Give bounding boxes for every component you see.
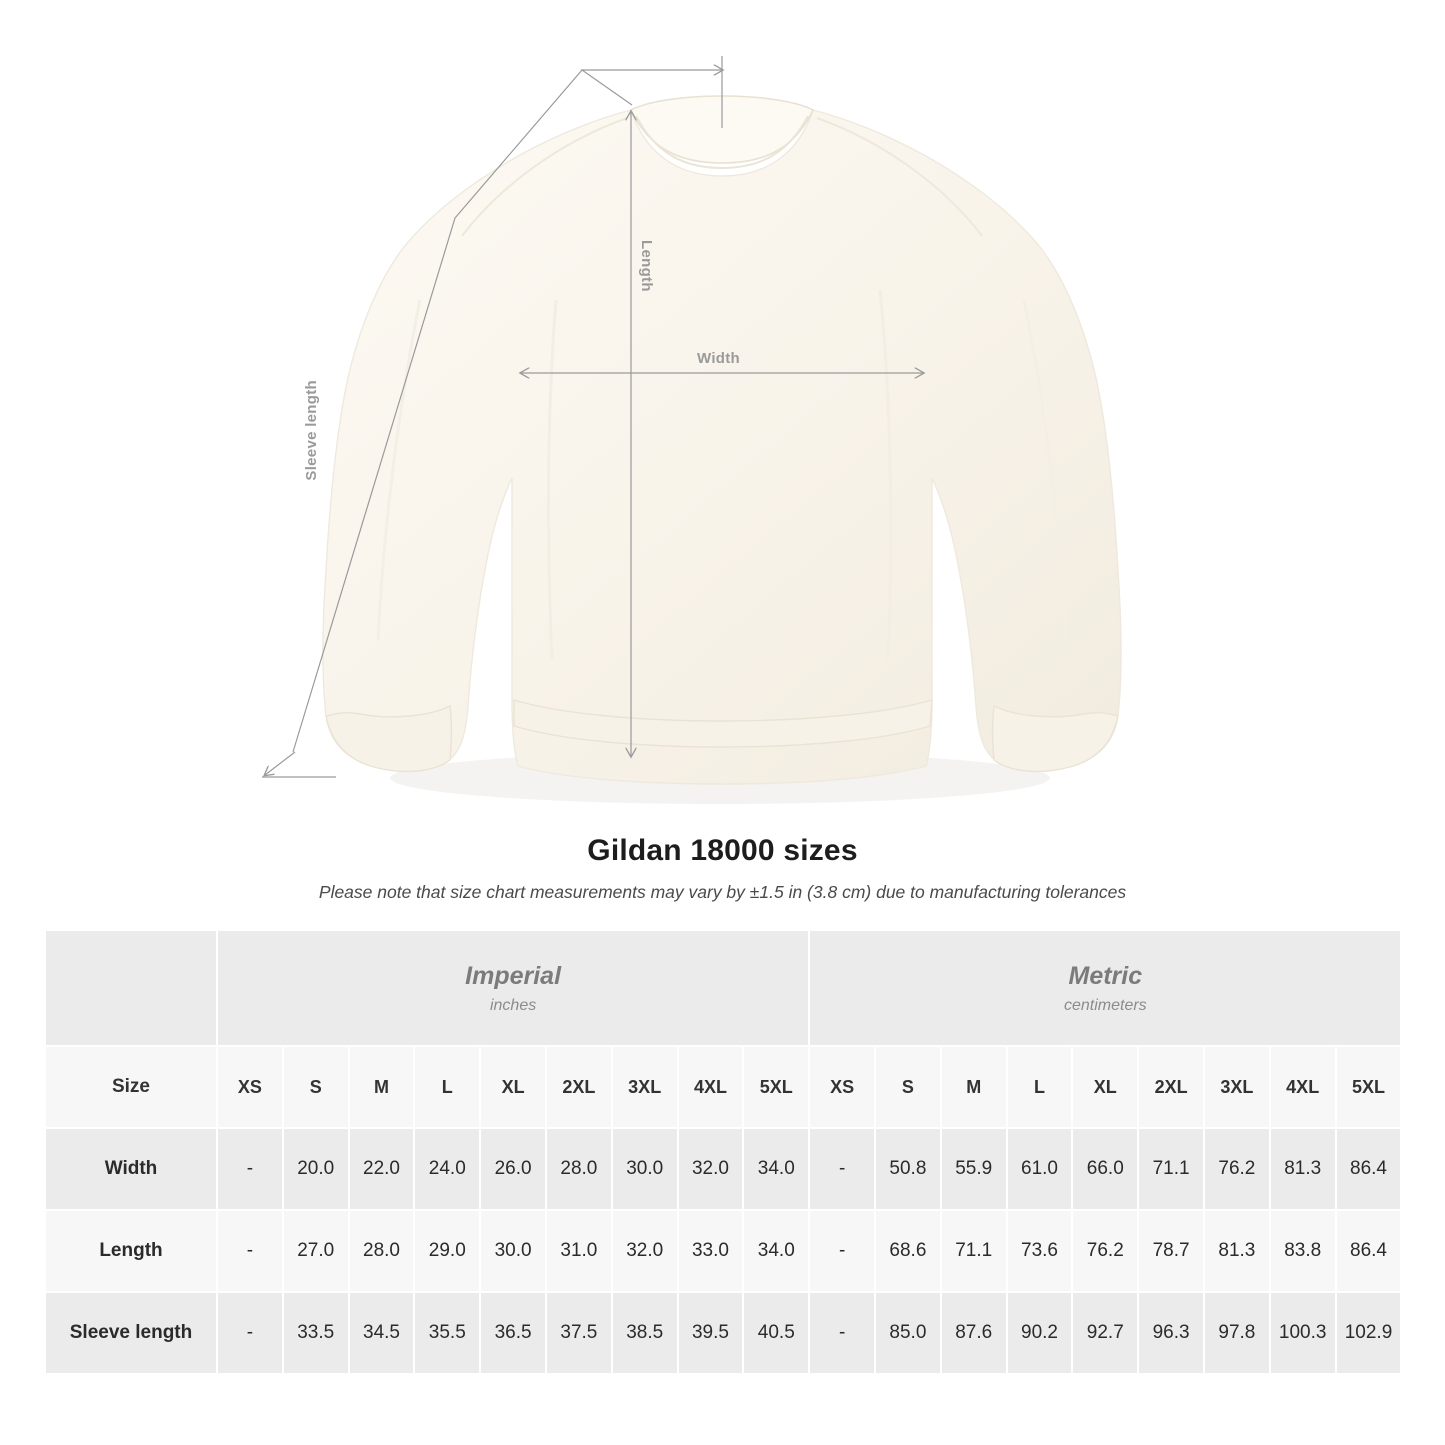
cell-width-metric-4xl: 81.3 (1270, 1128, 1336, 1210)
cell-sleeve-metric-s: 85.0 (875, 1292, 941, 1374)
metric-unit-name: Metric (1068, 962, 1143, 990)
length-dimension-label: Length (638, 240, 655, 292)
size-col-imperial-s: S (283, 1046, 349, 1128)
imperial-unit-header (217, 930, 809, 1046)
cell-width-metric-s: 50.8 (875, 1128, 941, 1210)
row-label-width: Width (45, 1128, 217, 1210)
cell-width-metric-xl: 66.0 (1072, 1128, 1138, 1210)
imperial-unit-name: Imperial (465, 962, 562, 990)
cell-width-imperial-m: 22.0 (349, 1128, 415, 1210)
table-row (45, 1292, 1401, 1374)
metric-unit-sub: centimeters (1063, 997, 1147, 1014)
size-col-imperial-xs: XS (217, 1046, 283, 1128)
cell-length-imperial-xs: - (217, 1210, 283, 1292)
cell-sleeve-imperial-4xl: 39.5 (678, 1292, 744, 1374)
table-row (45, 1128, 1401, 1210)
cell-sleeve-metric-l: 90.2 (1007, 1292, 1073, 1374)
cell-sleeve-metric-3xl: 97.8 (1204, 1292, 1270, 1374)
cell-length-metric-l: 73.6 (1007, 1210, 1073, 1292)
cell-length-imperial-m: 28.0 (349, 1210, 415, 1292)
size-col-imperial-3xl: 3XL (612, 1046, 678, 1128)
size-col-metric-xl: XL (1072, 1046, 1138, 1128)
cell-length-metric-s: 68.6 (875, 1210, 941, 1292)
cell-length-metric-xs: - (809, 1210, 875, 1292)
cell-length-metric-3xl: 81.3 (1204, 1210, 1270, 1292)
cell-length-imperial-s: 27.0 (283, 1210, 349, 1292)
size-col-metric-5xl: 5XL (1336, 1046, 1402, 1128)
page-title: Gildan 18000 sizes (587, 834, 858, 867)
size-col-metric-3xl: 3XL (1204, 1046, 1270, 1128)
size-table-wrapper (44, 929, 1401, 1375)
cell-width-imperial-3xl: 30.0 (612, 1128, 678, 1210)
cell-length-imperial-l: 29.0 (414, 1210, 480, 1292)
cell-length-imperial-3xl: 32.0 (612, 1210, 678, 1292)
cell-width-metric-2xl: 71.1 (1138, 1128, 1204, 1210)
cell-width-metric-l: 61.0 (1007, 1128, 1073, 1210)
size-col-imperial-l: L (414, 1046, 480, 1128)
cell-sleeve-metric-xs: - (809, 1292, 875, 1374)
cell-sleeve-imperial-m: 34.5 (349, 1292, 415, 1374)
cell-sleeve-imperial-xs: - (217, 1292, 283, 1374)
title-block (0, 834, 1445, 903)
cell-sleeve-imperial-s: 33.5 (283, 1292, 349, 1374)
cell-length-metric-5xl: 86.4 (1336, 1210, 1402, 1292)
cell-width-imperial-xl: 26.0 (480, 1128, 546, 1210)
cell-sleeve-metric-4xl: 100.3 (1270, 1292, 1336, 1374)
cell-sleeve-metric-2xl: 96.3 (1138, 1292, 1204, 1374)
cell-width-imperial-s: 20.0 (283, 1128, 349, 1210)
row-label-sleeve-length: Sleeve length (45, 1292, 217, 1374)
cell-sleeve-imperial-l: 35.5 (414, 1292, 480, 1374)
cell-width-metric-xs: - (809, 1128, 875, 1210)
cell-sleeve-imperial-3xl: 38.5 (612, 1292, 678, 1374)
size-col-metric-xs: XS (809, 1046, 875, 1128)
size-table (44, 929, 1402, 1375)
cell-width-imperial-5xl: 34.0 (743, 1128, 809, 1210)
size-header-label: Size (45, 1046, 217, 1128)
size-header-row (45, 1046, 1401, 1128)
cell-length-metric-2xl: 78.7 (1138, 1210, 1204, 1292)
cell-sleeve-imperial-xl: 36.5 (480, 1292, 546, 1374)
metric-unit-header (809, 930, 1401, 1046)
cell-width-metric-3xl: 76.2 (1204, 1128, 1270, 1210)
cell-width-metric-5xl: 86.4 (1336, 1128, 1402, 1210)
size-col-imperial-4xl: 4XL (678, 1046, 744, 1128)
size-col-metric-4xl: 4XL (1270, 1046, 1336, 1128)
cell-width-imperial-l: 24.0 (414, 1128, 480, 1210)
table-row (45, 1210, 1401, 1292)
cell-length-metric-4xl: 83.8 (1270, 1210, 1336, 1292)
size-col-metric-m: M (941, 1046, 1007, 1128)
size-col-imperial-m: M (349, 1046, 415, 1128)
cell-length-metric-xl: 76.2 (1072, 1210, 1138, 1292)
unit-header-spacer (45, 930, 217, 1046)
sleeve-length-dimension-label: Sleeve length (303, 380, 320, 481)
imperial-unit-sub: inches (489, 997, 537, 1014)
cell-sleeve-metric-xl: 92.7 (1072, 1292, 1138, 1374)
width-dimension-label: Width (697, 350, 741, 367)
cell-sleeve-imperial-5xl: 40.5 (743, 1292, 809, 1374)
size-col-metric-l: L (1007, 1046, 1073, 1128)
cell-length-metric-m: 71.1 (941, 1210, 1007, 1292)
cell-width-imperial-xs: - (217, 1128, 283, 1210)
size-col-imperial-xl: XL (480, 1046, 546, 1128)
size-col-imperial-2xl: 2XL (546, 1046, 612, 1128)
cell-width-imperial-2xl: 28.0 (546, 1128, 612, 1210)
cell-sleeve-imperial-2xl: 37.5 (546, 1292, 612, 1374)
cell-width-imperial-4xl: 32.0 (678, 1128, 744, 1210)
size-col-imperial-5xl: 5XL (743, 1046, 809, 1128)
cell-length-imperial-2xl: 31.0 (546, 1210, 612, 1292)
size-col-metric-s: S (875, 1046, 941, 1128)
cell-sleeve-metric-5xl: 102.9 (1336, 1292, 1402, 1374)
cell-sleeve-metric-m: 87.6 (941, 1292, 1007, 1374)
cell-width-metric-m: 55.9 (941, 1128, 1007, 1210)
row-label-length: Length (45, 1210, 217, 1292)
cell-length-imperial-xl: 30.0 (480, 1210, 546, 1292)
cell-length-imperial-4xl: 33.0 (678, 1210, 744, 1292)
tolerance-note: Please note that size chart measurements may vary by ±1.5 in (3.8 cm) due to manufacturing tolerances (318, 882, 1127, 902)
size-col-metric-2xl: 2XL (1138, 1046, 1204, 1128)
cell-length-imperial-5xl: 34.0 (743, 1210, 809, 1292)
unit-header-row (45, 930, 1401, 1046)
